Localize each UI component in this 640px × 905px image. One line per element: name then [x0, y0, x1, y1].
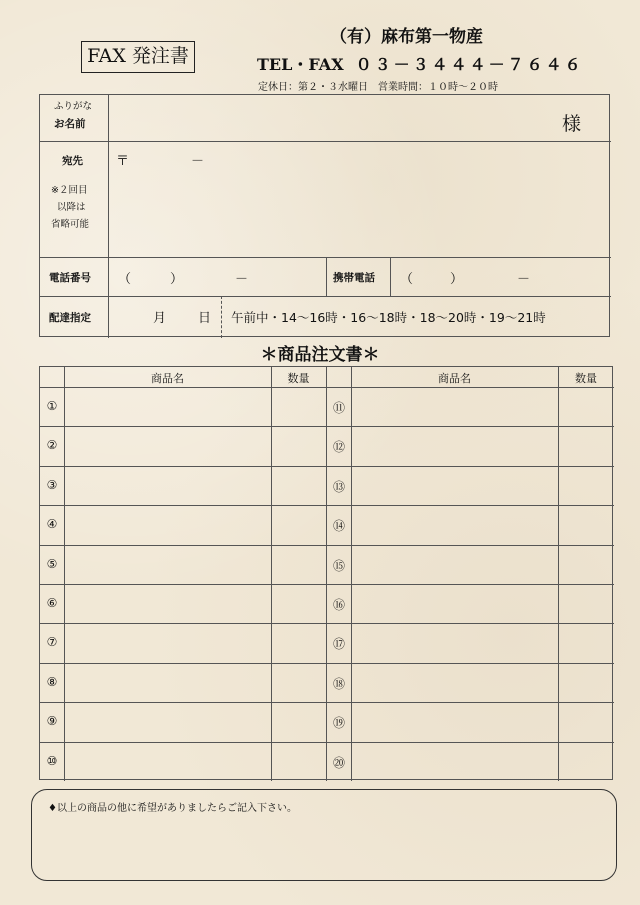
quantity-field[interactable] — [272, 623, 326, 662]
product-name-field[interactable] — [352, 387, 558, 426]
quantity-field[interactable] — [559, 505, 614, 544]
product-name-field[interactable] — [65, 623, 271, 662]
product-name-field[interactable] — [65, 584, 271, 623]
row-number-right: ⑪ — [332, 401, 345, 415]
row-number-left: ④ — [46, 517, 58, 532]
row-number-left: ⑦ — [46, 635, 58, 650]
qty-header-left: 数量 — [287, 372, 310, 385]
quantity-field[interactable] — [559, 623, 614, 662]
telfax-line — [257, 52, 584, 75]
phone-paren-close: ） — [170, 272, 184, 287]
row-number-right: ⑫ — [332, 440, 345, 455]
business-hours: 定休日：第２・３水曜日 営業時間：１０時～２０時 — [258, 82, 498, 93]
product-name-field[interactable] — [352, 545, 558, 584]
order-table — [39, 366, 613, 780]
postal-dash: － — [191, 154, 205, 169]
name-label: お名前 — [54, 118, 86, 130]
product-name-field[interactable] — [352, 702, 558, 741]
product-name-field[interactable] — [352, 623, 558, 662]
mobile-label: 携帯電話 — [333, 272, 375, 284]
notes-box[interactable] — [31, 789, 617, 881]
quantity-field[interactable] — [272, 466, 326, 505]
product-name-field[interactable] — [65, 387, 271, 426]
quantity-field[interactable] — [559, 466, 614, 505]
quantity-field[interactable] — [272, 663, 326, 702]
honorific: 様 — [562, 113, 582, 135]
form-title: FAX 発注書 — [81, 41, 195, 73]
product-name-field[interactable] — [352, 742, 558, 781]
address-field[interactable] — [109, 142, 611, 257]
row-number-right: ⑮ — [332, 558, 345, 573]
product-name-field[interactable] — [65, 505, 271, 544]
product-header-right: 商品名 — [438, 372, 471, 385]
product-name-field[interactable] — [352, 466, 558, 505]
row-number-right: ⑲ — [332, 716, 345, 731]
quantity-field[interactable] — [272, 426, 326, 465]
product-name-field[interactable] — [352, 505, 558, 544]
mobile-dash: － — [517, 272, 531, 287]
product-name-field[interactable] — [65, 663, 271, 702]
phone-paren-open: （ — [118, 272, 132, 287]
mobile-paren-close: ） — [450, 272, 464, 287]
product-header-left: 商品名 — [151, 372, 184, 385]
quantity-field[interactable] — [559, 545, 614, 584]
telfax-label: TEL・FAX — [257, 55, 344, 74]
address-note-1: ※２回目 — [51, 185, 88, 196]
row-number-right: ⑳ — [332, 755, 345, 770]
mobile-field[interactable] — [391, 258, 611, 296]
row-number-right: ⑬ — [332, 479, 345, 494]
row-number-right: ⑰ — [332, 637, 345, 652]
quantity-field[interactable] — [559, 426, 614, 465]
phone-dash: － — [235, 272, 249, 287]
day-label: 日 — [198, 311, 212, 326]
mobile-paren-open: （ — [400, 272, 414, 287]
product-name-field[interactable] — [65, 702, 271, 741]
telfax-number: ０３－３４４４－７６４６ — [355, 55, 584, 74]
quantity-field[interactable] — [559, 387, 614, 426]
quantity-field[interactable] — [559, 584, 614, 623]
row-number-left: ⑩ — [46, 753, 58, 768]
product-name-field[interactable] — [65, 426, 271, 465]
row-number-right: ⑭ — [332, 519, 345, 534]
row-number-left: ⑥ — [46, 596, 58, 610]
row-number-left: ② — [46, 438, 58, 453]
postal-mark: 〒 — [116, 154, 130, 169]
product-name-field[interactable] — [65, 545, 271, 584]
product-name-field[interactable] — [352, 426, 558, 465]
row-number-right: ⑱ — [332, 676, 345, 691]
quantity-field[interactable] — [559, 702, 614, 741]
furigana-label: ふりがな — [54, 101, 93, 112]
row-number-left: ① — [46, 399, 58, 413]
company-name: （有）麻布第一物産 — [330, 27, 483, 47]
phone-field[interactable] — [109, 258, 326, 296]
quantity-field[interactable] — [559, 663, 614, 702]
address-label: 宛先 — [62, 155, 83, 167]
notes-prompt: ♦以上の商品の他に希望がありましたらご記入下さい。 — [48, 803, 297, 814]
quantity-field[interactable] — [272, 387, 326, 426]
product-name-field[interactable] — [352, 663, 558, 702]
month-label: 月 — [153, 311, 167, 326]
quantity-field[interactable] — [272, 545, 326, 584]
product-name-field[interactable] — [65, 466, 271, 505]
quantity-field[interactable] — [272, 742, 326, 781]
row-number-left: ⑨ — [46, 714, 58, 729]
quantity-field[interactable] — [272, 584, 326, 623]
delivery-label: 配達指定 — [49, 312, 91, 324]
row-number-left: ⑧ — [46, 674, 58, 689]
customer-info-table — [39, 94, 610, 337]
order-section-title: ＊商品注文書＊ — [260, 345, 380, 365]
row-number-right: ⑯ — [332, 598, 345, 612]
name-field[interactable] — [109, 95, 611, 141]
phone-label: 電話番号 — [49, 272, 91, 284]
row-number-left: ③ — [46, 477, 58, 492]
quantity-field[interactable] — [559, 742, 614, 781]
product-name-field[interactable] — [352, 584, 558, 623]
address-note-3: 省略可能 — [51, 219, 90, 230]
delivery-time-options[interactable]: 午前中・14～16時・16～18時・18～20時・19～21時 — [231, 310, 546, 325]
quantity-field[interactable] — [272, 505, 326, 544]
address-note-2: 以降は — [57, 202, 86, 213]
qty-header-right: 数量 — [575, 372, 597, 385]
row-number-left: ⑤ — [46, 556, 58, 571]
product-name-field[interactable] — [65, 742, 271, 781]
quantity-field[interactable] — [272, 702, 326, 741]
